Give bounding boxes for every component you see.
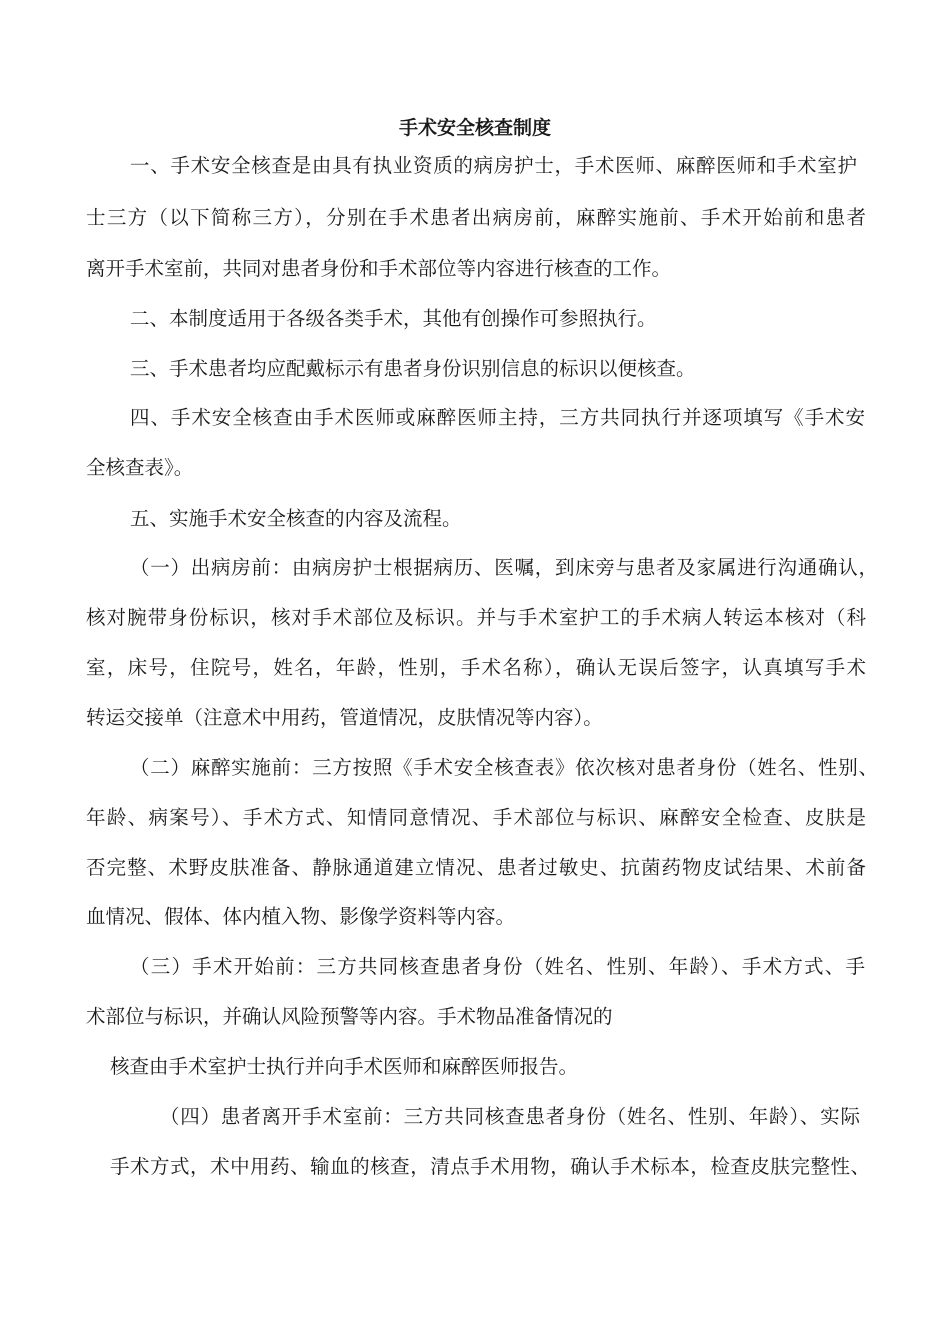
text-line: 二、本制度适用于各级各类手术，其他有创操作可参照执行。 — [130, 307, 657, 330]
text-line: 室，床号，住院号，姓名，年龄，性别，手术名称），确认无误后签字，认真填写手术 — [86, 656, 866, 679]
text-line: （二）麻醉实施前：三方按照《手术安全核查表》依次核对患者身份（姓名、性别、 — [130, 756, 878, 779]
text-line: 核查由手术室护士执行并向手术医师和麻醉医师报告。 — [110, 1055, 579, 1078]
text-line: 四、手术安全核查由手术医师或麻醉医师主持，三方共同执行并逐项填写《手术安 — [130, 406, 865, 429]
text-line: 年龄、病案号）、手术方式、知情同意情况、手术部位与标识、麻醉安全检查、皮肤是 — [86, 806, 866, 829]
text-line: 五、实施手术安全核查的内容及流程。 — [130, 507, 462, 530]
text-line: 否完整、术野皮肤准备、静脉通道建立情况、患者过敏史、抗菌药物皮试结果、术前备 — [86, 856, 866, 879]
text-line: 核对腕带身份标识，核对手术部位及标识。并与手术室护工的手术病人转运本核对（科 — [86, 606, 866, 629]
text-line: 离开手术室前，共同对患者身份和手术部位等内容进行核查的工作。 — [86, 257, 672, 280]
text-line: 士三方（以下简称三方），分别在手术患者出病房前，麻醉实施前、手术开始前和患者 — [86, 206, 866, 229]
text-line: 三、手术患者均应配戴标示有患者身份识别信息的标识以便核查。 — [130, 357, 696, 380]
text-line: 一、手术安全核查是由具有执业资质的病房护士，手术医师、麻醉医师和手术室护 — [130, 154, 857, 177]
text-line: 全核查表》。 — [86, 456, 194, 479]
text-line: 术部位与标识，并确认风险预警等内容。手术物品准备情况的 — [86, 1005, 613, 1028]
text-line: 转运交接单（注意术中用药，管道情况，皮肤情况等内容）。 — [86, 706, 603, 729]
document-title: 手术安全核查制度 — [398, 117, 551, 139]
text-line: （四）患者离开手术室前：三方共同核查患者身份（姓名、性别、年龄）、实际 — [160, 1105, 860, 1128]
text-line: （三）手术开始前：三方共同核查患者身份（姓名、性别、年龄）、手术方式、手 — [130, 955, 865, 978]
text-line: 手术方式，术中用药、输血的核查，清点手术用物，确认手术标本，检查皮肤完整性、 — [110, 1155, 870, 1178]
text-line: （一）出病房前：由病房护士根据病历、医嘱，到床旁与患者及家属进行沟通确认， — [130, 556, 878, 579]
text-line: 血情况、假体、体内植入物、影像学资料等内容。 — [86, 905, 516, 928]
